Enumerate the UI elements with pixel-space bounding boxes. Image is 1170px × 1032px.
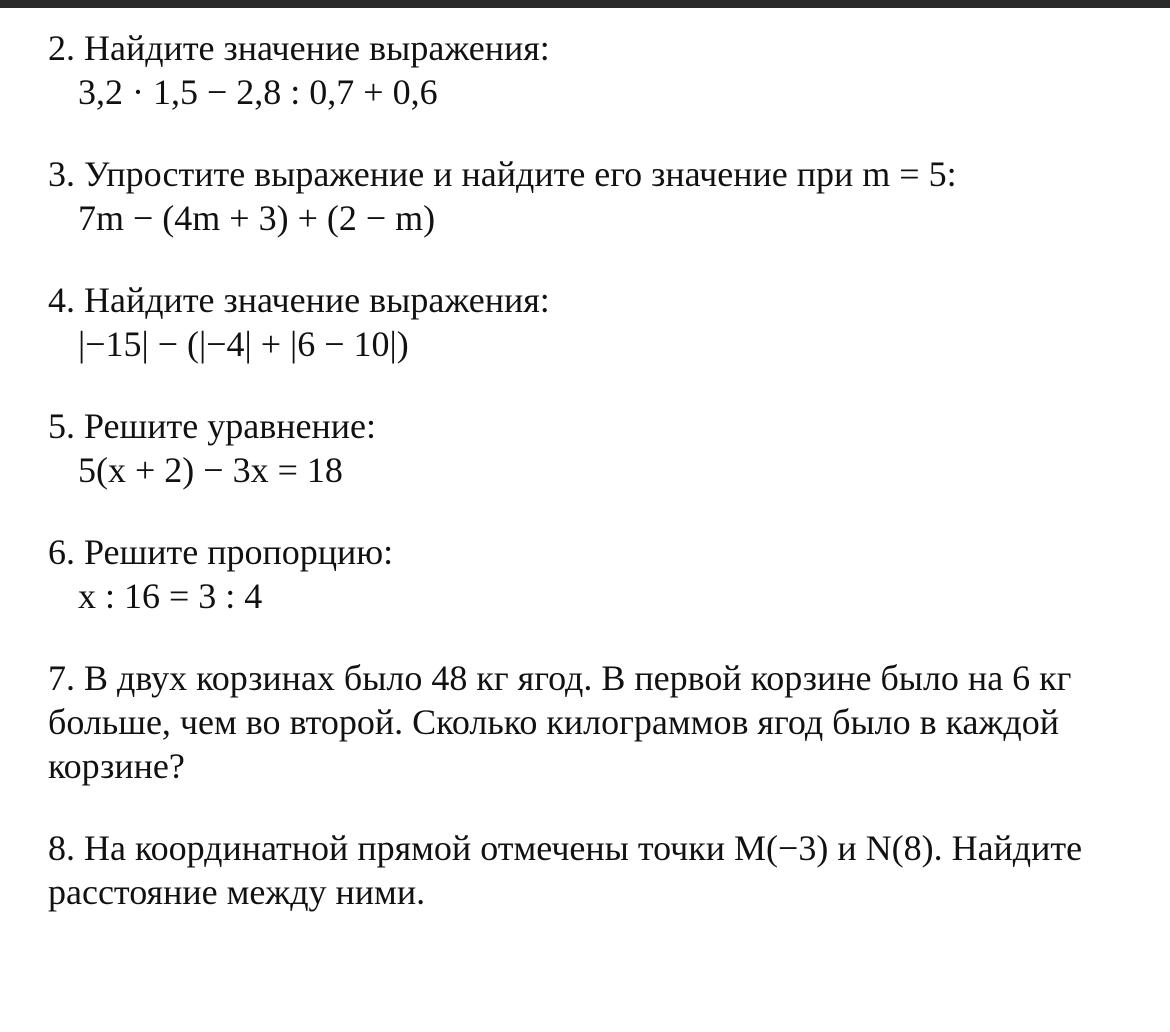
- problem-5-expression: 5(x + 2) − 3x = 18: [78, 450, 343, 490]
- top-border-bar: [0, 0, 1170, 8]
- problem-6: [48, 530, 1148, 618]
- problem-8: [48, 826, 1148, 914]
- problem-4-statement: 4. Найдите значение выражения:: [48, 280, 550, 320]
- problem-7-line: корзине?: [48, 746, 185, 786]
- problem-5-statement: 5. Решите уравнение:: [48, 406, 376, 446]
- problem-5: [48, 404, 1148, 492]
- problem-8-line: 8. На координатной прямой отмечены точки M(−3) и N(8). Найдите: [48, 828, 1083, 868]
- problem-2-expression: 3,2 · 1,5 − 2,8 : 0,7 + 0,6: [78, 72, 438, 112]
- problem-6-expression: x : 16 = 3 : 4: [78, 576, 263, 616]
- problem-3-statement: 3. Упростите выражение и найдите его значение при m = 5:: [48, 154, 957, 194]
- worksheet-document: [48, 26, 1148, 952]
- problem-8-line: расстояние между ними.: [48, 872, 426, 912]
- problem-4-expression: |−15| − (|−4| + |6 − 10|): [78, 324, 409, 364]
- problem-6-statement: 6. Решите пропорцию:: [48, 532, 394, 572]
- problem-7: [48, 656, 1148, 788]
- problem-3-expression: 7m − (4m + 3) + (2 − m): [78, 198, 436, 238]
- problem-7-line: больше, чем во второй. Сколько килограммов ягод было в каждой: [48, 702, 1059, 742]
- problem-3: [48, 152, 1148, 240]
- problem-2: [48, 26, 1148, 114]
- problem-2-statement: 2. Найдите значение выражения:: [48, 28, 550, 68]
- problem-4: [48, 278, 1148, 366]
- problem-7-line: 7. В двух корзинах было 48 кг ягод. В первой корзине было на 6 кг: [48, 658, 1072, 698]
